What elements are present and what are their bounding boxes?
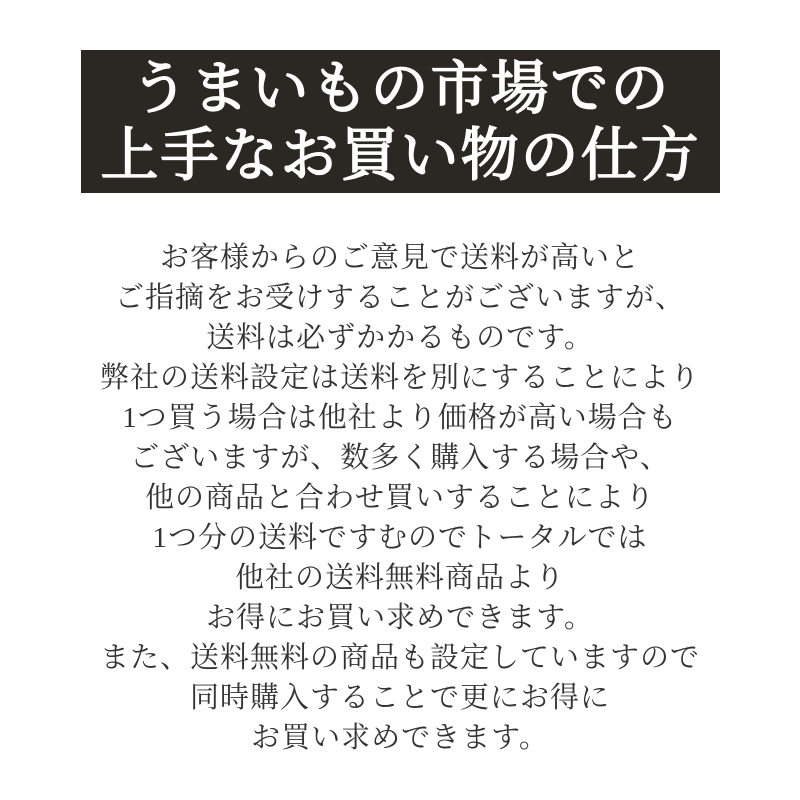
title-banner xyxy=(81,50,720,193)
body-line: お得にお買い求めできます。 xyxy=(206,602,594,634)
body-line: お買い求めできます。 xyxy=(251,722,549,754)
body-line: 他社の送料無料商品より xyxy=(234,562,565,594)
body-line: ご指摘をお受けすることがございますが、 xyxy=(114,282,685,314)
body-line: お客様からのご意見で送料が高いと xyxy=(159,242,640,274)
body-line: 弊社の送料設定は送料を別にすることにより xyxy=(99,362,700,394)
body-text xyxy=(0,238,800,758)
banner-title-line-1: うまいもの市場での xyxy=(130,55,671,121)
banner-title-line-2: 上手なお買い物の仕方 xyxy=(100,122,701,188)
body-line: 他の商品と合わせ買いすることにより xyxy=(144,482,655,514)
body-line: また、送料無料の商品も設定していますので xyxy=(99,642,700,674)
body-line: ございますが、数多く購入する場合や、 xyxy=(130,442,670,474)
body-line: 1つ分の送料ですむのでトータルでは xyxy=(152,522,648,554)
body-line: 1つ買う場合は他社より価格が高い場合も xyxy=(122,402,678,434)
body-line: 同時購入することで更にお得に xyxy=(189,682,610,714)
body-line: 送料は必ずかかるものです。 xyxy=(206,322,594,354)
